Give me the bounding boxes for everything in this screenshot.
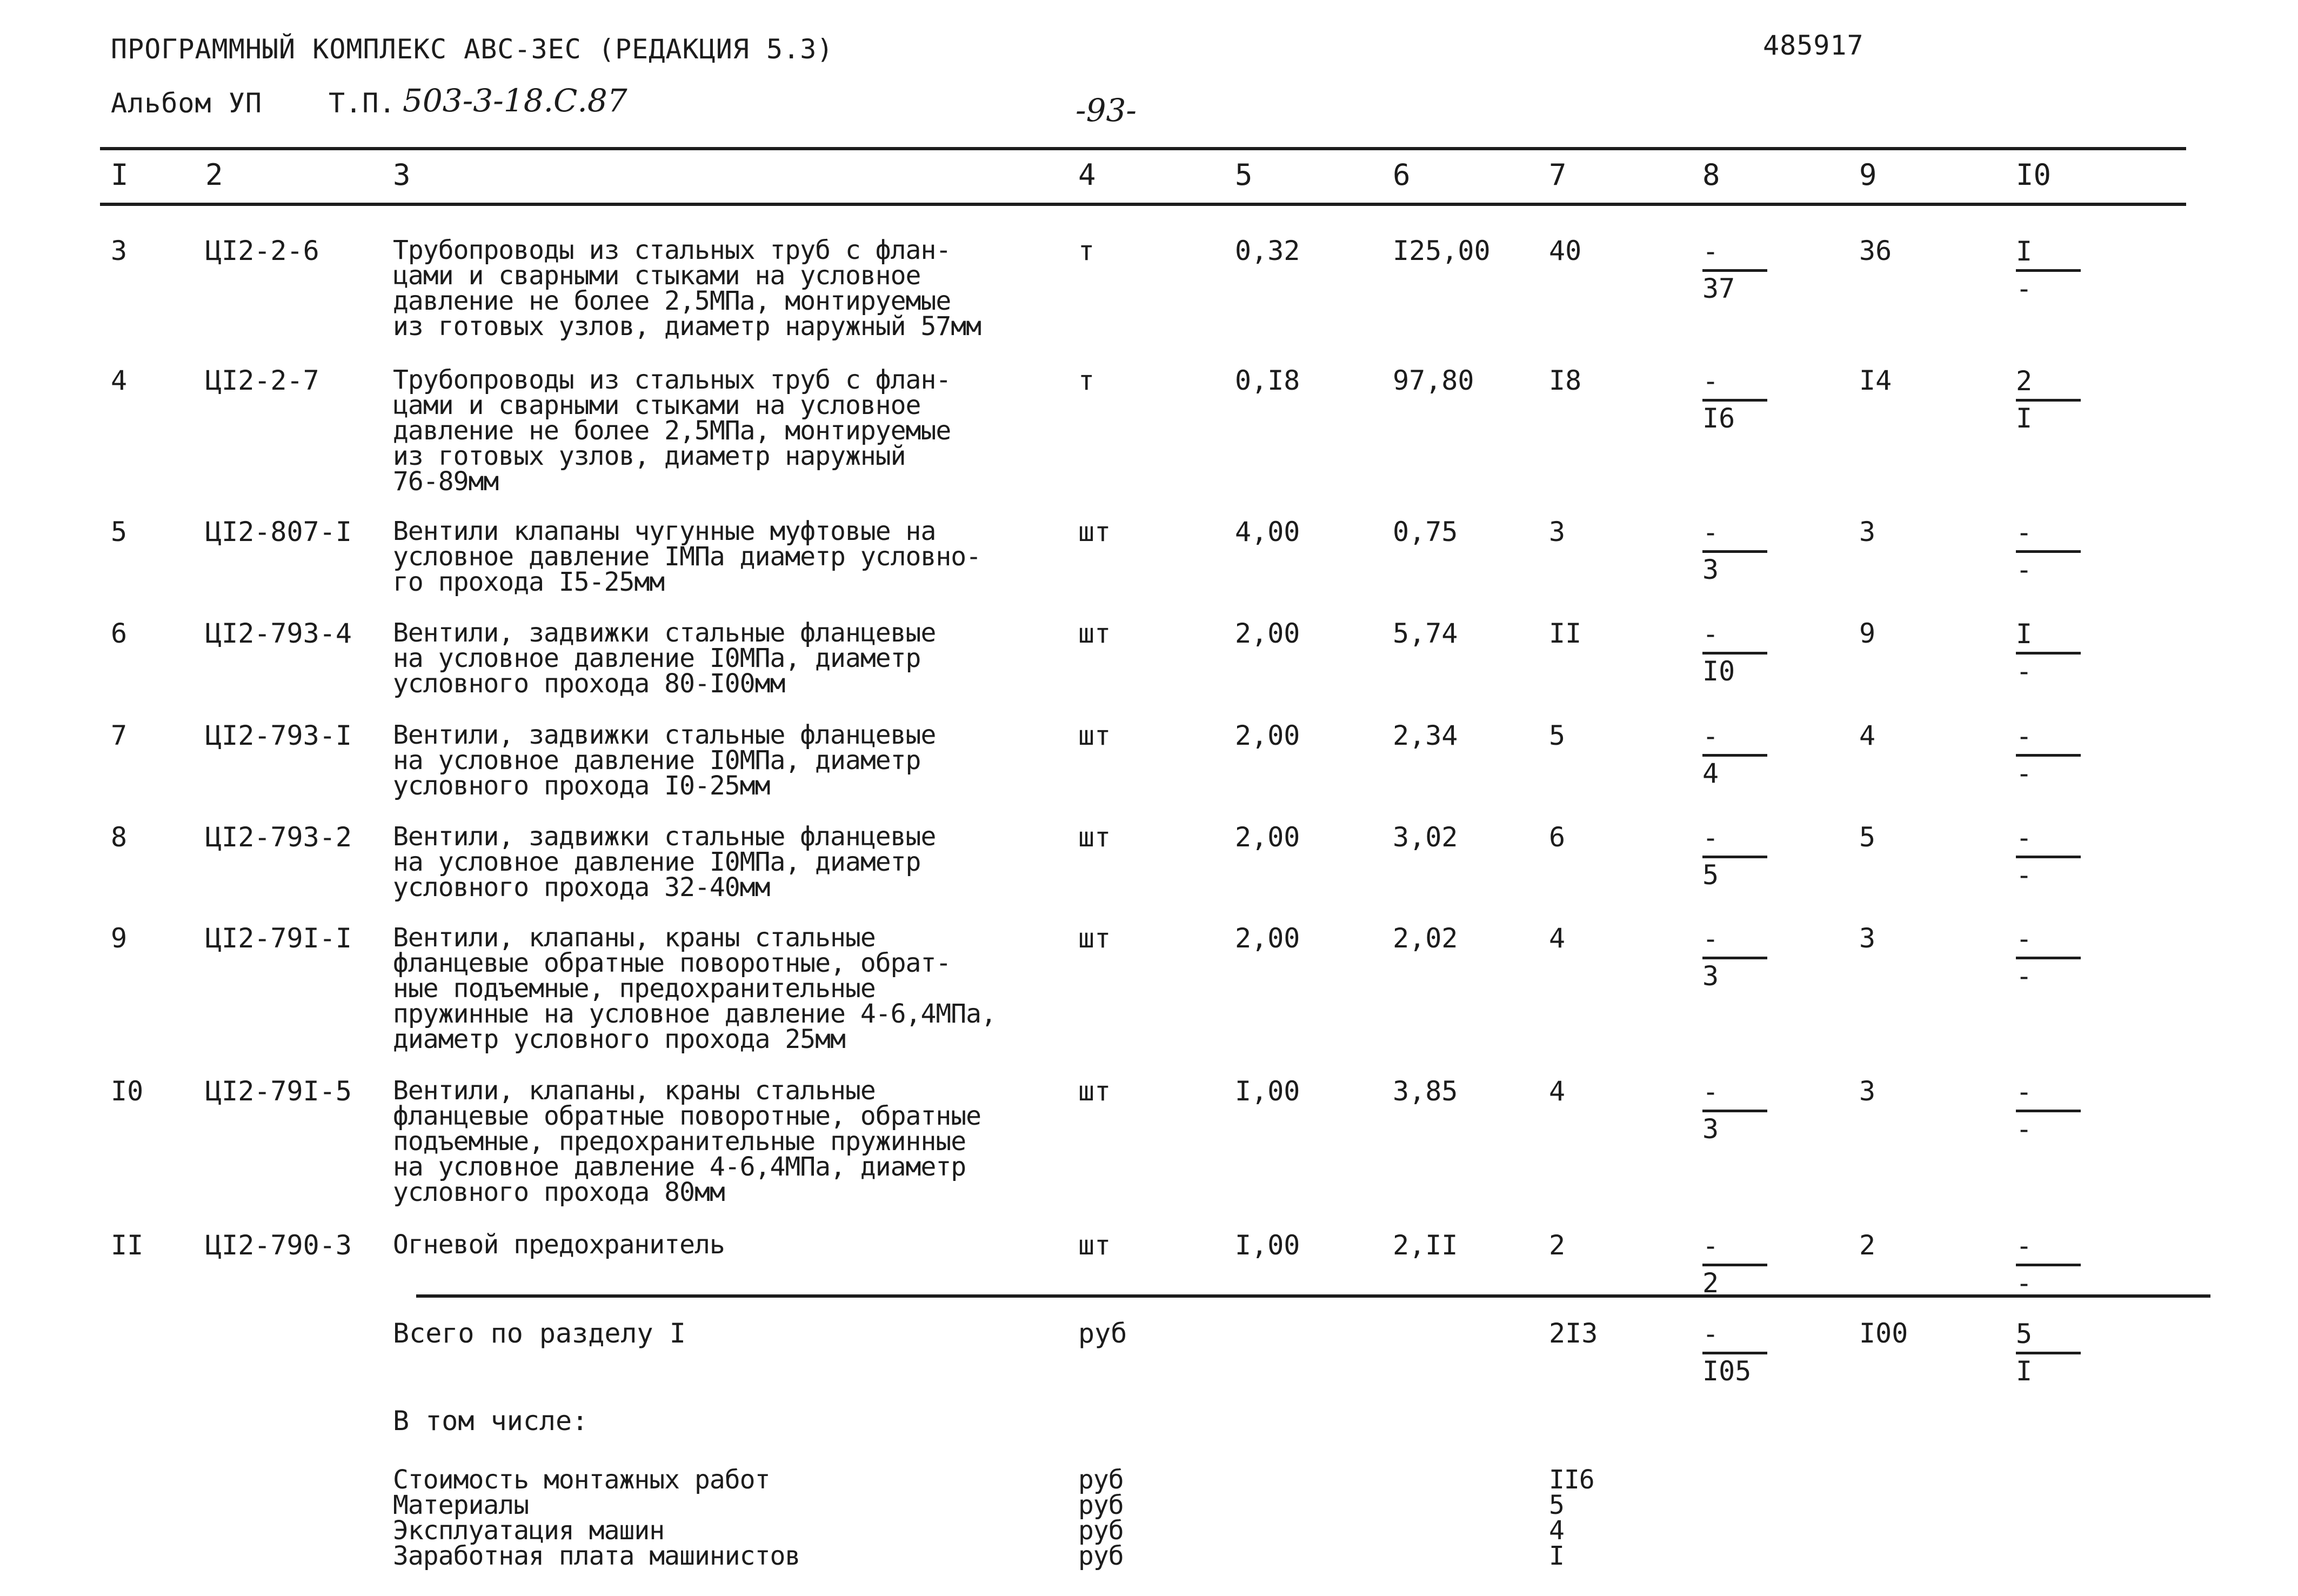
breakdown-value: 4 — [1549, 1515, 1564, 1546]
breakdown-unit: руб — [1078, 1515, 1124, 1546]
summary-col8: - I05 — [1702, 1320, 1773, 1385]
quantity: 2,00 — [1235, 618, 1300, 649]
table-top-rule — [100, 147, 2186, 150]
description-line: пружинные на условное давление 4-6,4МПа, — [393, 999, 996, 1029]
unit: шт — [1078, 1230, 1111, 1261]
norm-code: ЦI2-793-4 — [205, 618, 352, 649]
col10-fraction: I - — [2016, 620, 2086, 685]
col8-fraction: - 2 — [1702, 1232, 1773, 1297]
col9-value: 9 — [1859, 618, 1876, 649]
quantity: 2,00 — [1235, 923, 1300, 954]
column-header-2: 2 — [205, 158, 223, 192]
summary-total: 2I3 — [1549, 1318, 1598, 1349]
unit-price: 3,02 — [1393, 822, 1458, 853]
column-header-4: 4 — [1078, 158, 1096, 192]
quantity: I,00 — [1235, 1076, 1300, 1107]
unit: шт — [1078, 1076, 1111, 1107]
col10-fraction: - - — [2016, 723, 2086, 787]
work-description — [393, 620, 936, 697]
norm-code: ЦI2-793-2 — [205, 822, 352, 853]
unit-price: 97,80 — [1393, 365, 1474, 396]
unit-price: I25,00 — [1393, 235, 1491, 266]
norm-code: ЦI2-79I-5 — [205, 1076, 352, 1107]
unit-price: 2,II — [1393, 1230, 1458, 1261]
col9-value: 36 — [1859, 235, 1892, 266]
row-number: 4 — [111, 365, 128, 396]
work-description — [393, 516, 981, 597]
description-line: условного прохода I0-25мм — [393, 771, 770, 801]
quantity: 0,32 — [1235, 235, 1300, 266]
description-line: фланцевые обратные поворотные, обратные — [393, 1101, 981, 1131]
description-line: 76-89мм — [393, 466, 499, 497]
col8-fraction: - 5 — [1702, 824, 1773, 889]
column-header-8: 8 — [1702, 158, 1720, 192]
description-line: условного прохода 32-40мм — [393, 872, 770, 903]
unit-price: 3,85 — [1393, 1076, 1458, 1107]
row-number: 7 — [111, 720, 128, 751]
total-cost: 5 — [1549, 720, 1566, 751]
description-line: из готовых узлов, диаметр наружный 57мм — [393, 311, 981, 342]
quantity: 4,00 — [1235, 516, 1300, 547]
col10-fraction: - - — [2016, 519, 2086, 583]
total-cost: 4 — [1549, 923, 1566, 954]
col9-value: 5 — [1859, 822, 1876, 853]
description-line: Вентили, клапаны, краны стальные — [393, 923, 876, 953]
quantity: 0,I8 — [1235, 365, 1300, 396]
row-number: I0 — [111, 1076, 144, 1107]
summary-label: Всего по разделу I — [393, 1318, 686, 1349]
unit-price: 5,74 — [1393, 618, 1458, 649]
norm-code: ЦI2-793-I — [205, 720, 352, 751]
col10-fraction: - - — [2016, 925, 2086, 990]
work-description — [393, 720, 936, 801]
description-line: Вентили, клапаны, краны стальные — [393, 1076, 876, 1106]
col10-fraction: $\frac{2}{I}$ — [2016, 368, 2086, 432]
column-header-10: I0 — [2016, 158, 2052, 192]
breakdown-label: Заработная плата машинистов — [393, 1541, 800, 1571]
description-line: Трубопроводы из стальных труб с флан- — [393, 235, 951, 265]
description-line: на условное давление 4-6,4МПа, диаметр — [393, 1152, 966, 1182]
album-label: Альбом УП — [111, 88, 262, 119]
unit-price: 0,75 — [1393, 516, 1458, 547]
col9-value: 2 — [1859, 1230, 1876, 1261]
column-header-9: 9 — [1859, 158, 1877, 192]
breakdown-unit: руб — [1078, 1541, 1124, 1571]
norm-code: ЦI2-79I-I — [205, 923, 352, 954]
including-label: В том числе: — [393, 1405, 589, 1437]
unit: шт — [1078, 516, 1111, 547]
tp-label: Т.П. — [329, 88, 396, 119]
col8-fraction: - 3 — [1702, 925, 1773, 990]
breakdown-value: 5 — [1549, 1490, 1564, 1520]
description-line: Вентили, задвижки стальные фланцевые — [393, 822, 936, 852]
column-header-rule — [100, 203, 2186, 206]
summary-rule — [416, 1294, 2210, 1298]
col10-fraction: - - — [2016, 1232, 2086, 1297]
row-number: 6 — [111, 618, 128, 649]
norm-code: ЦI2-790-3 — [205, 1230, 352, 1261]
work-description — [393, 365, 951, 497]
description-line: на условное давление I0МПа, диаметр — [393, 847, 921, 877]
document-number: 485917 — [1763, 30, 1864, 61]
page-number: -93- — [1075, 92, 1137, 129]
unit-price: 2,34 — [1393, 720, 1458, 751]
col8-fraction: - 4 — [1702, 723, 1773, 787]
col9-value: 3 — [1859, 923, 1876, 954]
col8-fraction: - 3 — [1702, 1078, 1773, 1143]
description-line: диаметр условного прохода 25мм — [393, 1024, 845, 1054]
summary-col10: $\frac{5}{I}$ — [2016, 1320, 2086, 1385]
document-title: ПРОГРАММНЫЙ КОМПЛЕКС АВС-ЗЕС (РЕДАКЦИЯ 5.3) — [111, 34, 834, 65]
unit: шт — [1078, 923, 1111, 954]
description-line: условного прохода 80мм — [393, 1177, 725, 1207]
column-header-1: I — [111, 158, 129, 192]
col8-fraction: - I6 — [1702, 368, 1773, 432]
description-line: ные подъемные, предохранительные — [393, 973, 876, 1004]
breakdown-unit: руб — [1078, 1490, 1124, 1520]
description-line: го прохода I5-25мм — [393, 567, 665, 597]
column-header-6: 6 — [1393, 158, 1411, 192]
description-line: Огневой предохранитель — [393, 1230, 725, 1260]
col8-fraction: - 3 — [1702, 519, 1773, 583]
unit-price: 2,02 — [1393, 923, 1458, 954]
total-cost: 3 — [1549, 516, 1566, 547]
col9-value: 3 — [1859, 1076, 1876, 1107]
breakdown-label: Стоимость монтажных работ — [393, 1465, 770, 1495]
quantity: 2,00 — [1235, 720, 1300, 751]
description-line: подъемные, предохранительные пружинные — [393, 1126, 966, 1157]
col10-fraction: I - — [2016, 238, 2086, 302]
column-header-5: 5 — [1235, 158, 1253, 192]
unit: шт — [1078, 822, 1111, 853]
description-line: на условное давление I0МПа, диаметр — [393, 643, 921, 673]
description-line: на условное давление I0МПа, диаметр — [393, 745, 921, 776]
description-line: Вентили, задвижки стальные фланцевые — [393, 618, 936, 648]
row-number: 8 — [111, 822, 128, 853]
total-cost: II — [1549, 618, 1582, 649]
work-description — [393, 235, 981, 342]
column-header-3: 3 — [393, 158, 411, 192]
column-header-7: 7 — [1549, 158, 1567, 192]
row-number: II — [111, 1230, 144, 1261]
work-description — [393, 1078, 981, 1205]
work-description — [393, 925, 996, 1052]
col10-fraction: - - — [2016, 824, 2086, 889]
unit: т — [1078, 365, 1095, 396]
col8-fraction: - 37 — [1702, 238, 1773, 302]
total-cost: 2 — [1549, 1230, 1566, 1261]
row-number: 3 — [111, 235, 128, 266]
breakdown-label: Эксплуатация машин — [393, 1515, 665, 1546]
col9-value: 4 — [1859, 720, 1876, 751]
unit: т — [1078, 235, 1095, 266]
quantity: I,00 — [1235, 1230, 1300, 1261]
quantity: 2,00 — [1235, 822, 1300, 853]
row-number: 5 — [111, 516, 128, 547]
total-cost: 6 — [1549, 822, 1566, 853]
description-line: Трубопроводы из стальных труб с флан- — [393, 365, 951, 395]
col9-value: 3 — [1859, 516, 1876, 547]
total-cost: 40 — [1549, 235, 1582, 266]
description-line: из готовых узлов, диаметр наружный — [393, 441, 906, 471]
tp-code: 503-3-18.С.87 — [403, 82, 627, 119]
description-line: давление не более 2,5МПа, монтируемые — [393, 286, 951, 316]
total-cost: 4 — [1549, 1076, 1566, 1107]
col10-fraction: - - — [2016, 1078, 2086, 1143]
unit: шт — [1078, 720, 1111, 751]
summary-unit: руб — [1078, 1318, 1127, 1349]
work-description — [393, 822, 936, 903]
norm-code: ЦI2-2-6 — [205, 235, 319, 266]
description-line: цами и сварными стыками на условное — [393, 261, 921, 291]
description-line: Вентили, задвижки стальные фланцевые — [393, 720, 936, 750]
summary-col9: I00 — [1859, 1318, 1908, 1349]
work-description — [393, 1232, 725, 1258]
description-line: условного прохода 80-I00мм — [393, 669, 785, 699]
col9-value: I4 — [1859, 365, 1892, 396]
description-line: давление не более 2,5МПа, монтируемые — [393, 416, 951, 446]
description-line: Вентили клапаны чугунные муфтовые на — [393, 516, 936, 546]
unit: шт — [1078, 618, 1111, 649]
description-line: цами и сварными стыками на условное — [393, 390, 921, 420]
description-line: фланцевые обратные поворотные, обрат- — [393, 948, 951, 978]
breakdown-label: Материалы — [393, 1490, 529, 1520]
breakdown-unit: руб — [1078, 1465, 1124, 1495]
total-cost: I8 — [1549, 365, 1582, 396]
description-line: условное давление IМПа диаметр условно- — [393, 542, 981, 572]
breakdown-value: I — [1549, 1541, 1564, 1571]
col8-fraction: - I0 — [1702, 620, 1773, 685]
row-number: 9 — [111, 923, 128, 954]
breakdown-value: II6 — [1549, 1465, 1594, 1495]
norm-code: ЦI2-2-7 — [205, 365, 319, 396]
norm-code: ЦI2-807-I — [205, 516, 352, 547]
